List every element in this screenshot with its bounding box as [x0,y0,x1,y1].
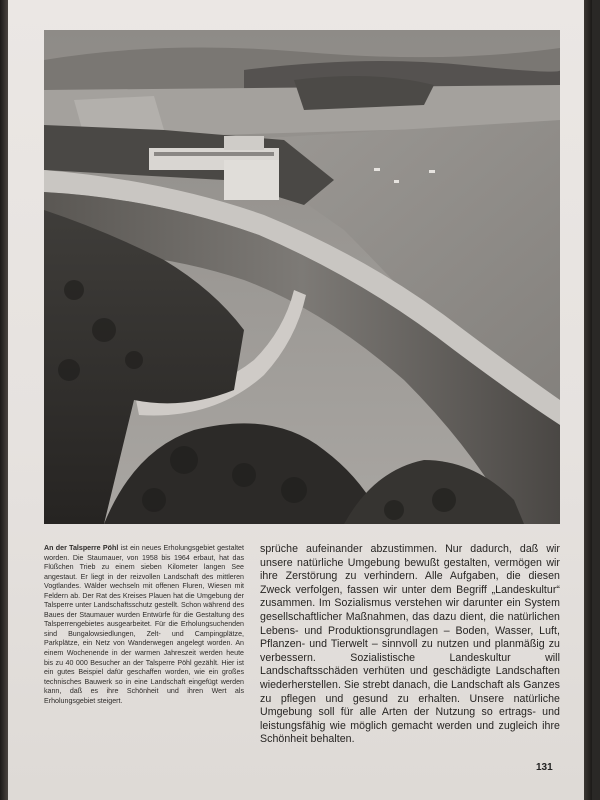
dam-landscape-photo [44,30,560,524]
body-paragraph: sprüche aufeinander abzustimmen. Nur dadurch, daß wir unsere natürliche Umgebung bewußt gestalten, vermögen wir ihre Zerstörung zu verhindern. Alle Aufgaben, die diesen Zweck verfolgen, fassen wir unter dem Begriff „Landeskultur“ zusammen. Im Sozialismus verstehen wir darunter ein System gesellschaftlicher Maßnahmen, das dazu dient, die natürlichen Lebens- und Produktionsgrundlagen – Boden, Wasser, Luft, Pflanzen- und Tierwelt – sinnvoll zu nutzen und planmäßig zu verbessern. Sozialistische Landeskultur will Landschaftsschäden verhüten und geschädigte Landschaften wiederherstellen. Sie strebt danach, die Landschaft als Ganzes zu pflegen und gesund zu erhalten. Unsere natürliche Umgebung soll für alle Arten der Nutzung so ertrags- und leistungsfähig wie möglich gemacht werden und zugleich ihre Schönheit behalten. [260,543,560,746]
page-edge-shadow [584,0,592,800]
caption-text: ist ein neues Erholungsgebiet gestaltet worden. Die Staumauer, von 1958 bis 1964 erbaut, hat das Flüßchen Trieb zu einem sieben Kilometer langen See angestaut. Er liegt in der reizvollen Landschaft des mittleren Vogtlandes. Wälder wechseln mit offenen Fluren, Wiesen mit Feldern ab. Der Rat des Kreises Plauen hat die Umgebung der Talsperre unter Landschaftsschutz gestellt. Schon während des Baues der Staumauer wurden Entwürfe für die Gestaltung des Talsperrengebietes ausgearbeitet. Für die Erholungsuchenden sind Bungalowsiedlungen, Zelt- und Campingplätze, Parkplätze, ein Netz von Wanderwegen angelegt worden. An einem Wochenende in der warmen Jahreszeit werden heute bis zu 40 000 Besucher an der Talsperre Pöhl gezählt. Hier ist ein gutes Beispiel dafür geschaffen worden, wie ein großes technisches Bauwerk so in eine Landschaft eingefügt werden kann, daß es ihre Schönheit und ihren Wert als Erholungsgebiet steigert. [44,544,244,705]
book-page [8,0,592,800]
caption-lead: An der Talsperre Pöhl [44,544,119,552]
photo-caption [44,544,244,706]
page-number: 131 [536,762,553,773]
book-spine-shadow [0,0,8,800]
dam-photograph [44,30,560,524]
